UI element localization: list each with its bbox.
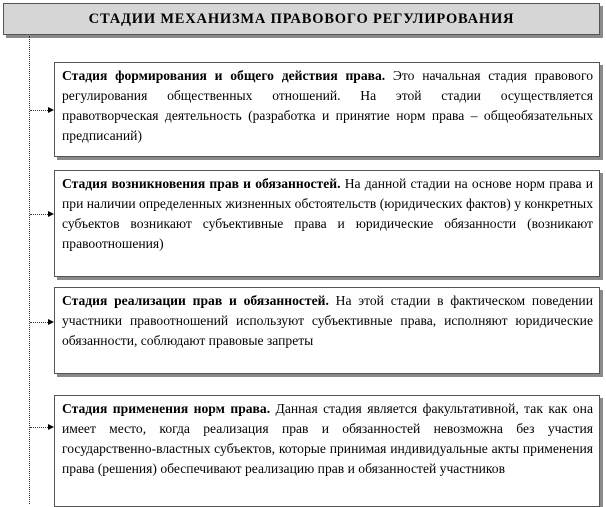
connector-arrow-2 [30, 214, 52, 215]
stage-heading: Стадия реализации прав и обязанностей. [62, 293, 329, 308]
stage-box-formation [54, 62, 600, 157]
connector-arrow-4 [30, 427, 52, 428]
stage-heading: Стадия применения норм права. [62, 401, 271, 416]
stage-text: На этой стадии в фактическом поведении участники правоотношений используют субъективные права, исполняют юридические обязанности, соблюдают правовые запреты [62, 293, 593, 348]
connector-arrow-1 [30, 110, 52, 111]
stage-heading: Стадия формирования и общего действия права. [62, 68, 386, 83]
diagram-title-text: СТАДИИ МЕХАНИЗМА ПРАВОВОГО РЕГУЛИРОВАНИЯ [88, 10, 515, 27]
stage-box-realization [54, 287, 600, 374]
stage-text: Это начальная стадия правового регулирования общественных отношений. На этой стадии осуществляется правотворческая деятельность (разработка и принятие норм права – общеобязательных предписаний) [62, 68, 593, 143]
connector-spine [29, 36, 30, 504]
diagram-title [3, 3, 600, 35]
stage-box-application [54, 395, 600, 507]
stage-heading: Стадия возникновения прав и обязанностей. [62, 176, 341, 191]
stage-text: На данной стадии на основе норм права и при наличии определенных жизненных обстоятельств (юридических фактов) у конкретных субъектов возникают субъективные права и юридические обязанности (возникают правоотношения) [62, 176, 593, 251]
stage-box-emergence [54, 170, 600, 277]
connector-arrow-3 [30, 322, 52, 323]
stage-text: Данная стадия является факультативной, так как она имеет место, когда реализация прав и обязанностей невозможна без участия государственно-властных субъектов, которые принимая индивидуальные акты применения права (решения) обеспечивают реализацию прав и обязанностей участников [62, 401, 593, 476]
